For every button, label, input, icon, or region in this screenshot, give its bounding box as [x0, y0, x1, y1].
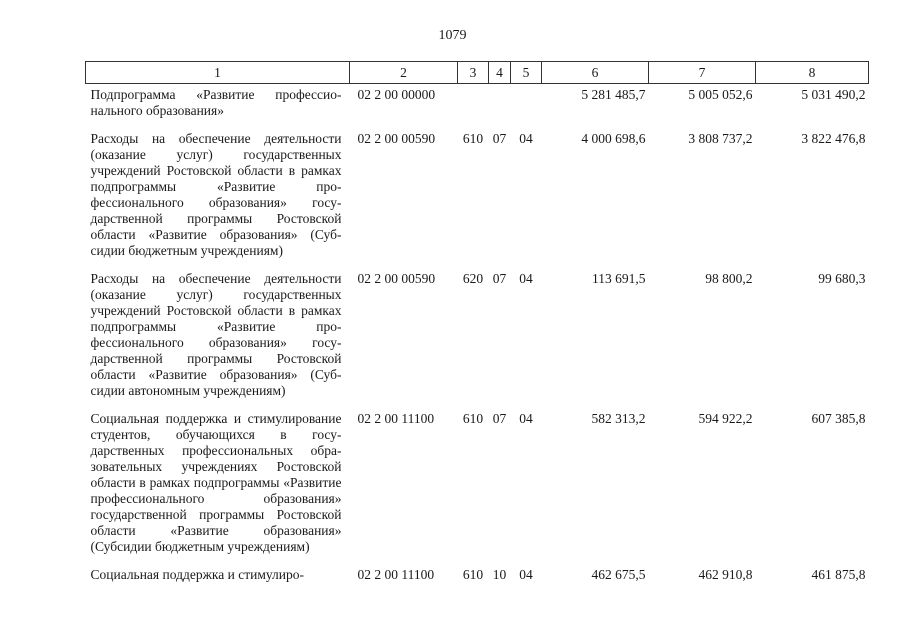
row-col3: 610: [462, 411, 484, 426]
row-value-6: 582 313,2: [591, 411, 646, 426]
row-code: 02 2 00 11100: [357, 411, 435, 426]
row-col5: 04: [519, 131, 533, 146]
row-value-8: 461 875,8: [811, 567, 866, 582]
row-value-8: 607 385,8: [811, 411, 866, 426]
row-value-7: 594 922,2: [698, 411, 753, 426]
row-value-8: 5 031 490,2: [801, 87, 866, 102]
table-row: [86, 84, 869, 129]
budget-table-container: [85, 61, 868, 592]
header-row: [86, 62, 869, 84]
column-header: 2: [350, 62, 458, 84]
column-header: 7: [649, 62, 756, 84]
budget-table: [85, 61, 869, 592]
column-header: 8: [756, 62, 869, 84]
row-code: 02 2 00 00590: [357, 271, 436, 286]
row-col3: [458, 84, 489, 129]
row-value-7: 5 005 052,6: [688, 87, 753, 102]
column-header: 5: [511, 62, 542, 84]
row-value-8: 99 680,3: [818, 271, 866, 286]
table-row: [86, 408, 869, 564]
row-col5: [511, 84, 542, 129]
row-value-6: 462 675,5: [591, 567, 646, 582]
row-col4: 07: [492, 131, 507, 146]
row-col3: 610: [462, 567, 484, 582]
row-value-6: 5 281 485,7: [581, 87, 646, 102]
row-code: 02 2 00 00590: [357, 131, 436, 146]
page-number: 1079: [438, 28, 467, 43]
row-col3: 610: [462, 131, 484, 146]
row-name: Расходы на обеспечение деятельности (оказание услуг) государственных учреждений Ростовской области в рамках подпрограммы «Развитие профессионального образования» государственной программы Ростовской области «Развитие образования» (Субсидии бюджетным учреждениям): [90, 131, 342, 258]
row-name: Социальная поддержка и стимулирование студентов, обучающихся в государственных профессиональных образовательных учреждениях Ростовской области в рамках подпрограммы «Развитие профессионального образования» государственной программы Ростовской области «Развитие образования» (Субсидии бюджетным учреждениям): [90, 411, 342, 554]
table-row: [86, 268, 869, 408]
row-value-7: 462 910,8: [698, 567, 753, 582]
table-row: [86, 564, 869, 592]
table-row: [86, 128, 869, 268]
row-col4: 07: [492, 271, 507, 286]
row-value-6: 113 691,5: [592, 271, 646, 286]
row-col4: [489, 84, 511, 129]
row-name: Подпрограмма «Развитие профессионального образования»: [90, 87, 342, 118]
row-col5: 04: [519, 271, 533, 286]
row-name: Расходы на обеспечение деятельности (оказание услуг) государственных учреждений Ростовской области в рамках подпрограммы «Развитие профессионального образования» государственной программы Ростовской области «Развитие образования» (Субсидии автономным учреждениям): [90, 271, 342, 398]
row-value-8: 3 822 476,8: [801, 131, 866, 146]
column-header: 1: [86, 62, 350, 84]
row-code: 02 2 00 11100: [357, 567, 435, 582]
column-header: 4: [489, 62, 511, 84]
column-header: 6: [542, 62, 649, 84]
row-code: 02 2 00 00000: [357, 87, 436, 102]
column-header: 3: [458, 62, 489, 84]
row-value-7: 98 800,2: [705, 271, 753, 286]
row-value-7: 3 808 737,2: [688, 131, 753, 146]
row-col5: 04: [519, 567, 533, 582]
row-value-6: 4 000 698,6: [581, 131, 646, 146]
row-col4: 10: [492, 567, 507, 582]
row-name: Социальная поддержка и стимулиро-: [90, 567, 304, 582]
row-col3: 620: [462, 271, 484, 286]
row-col5: 04: [519, 411, 533, 426]
row-col4: 07: [492, 411, 507, 426]
